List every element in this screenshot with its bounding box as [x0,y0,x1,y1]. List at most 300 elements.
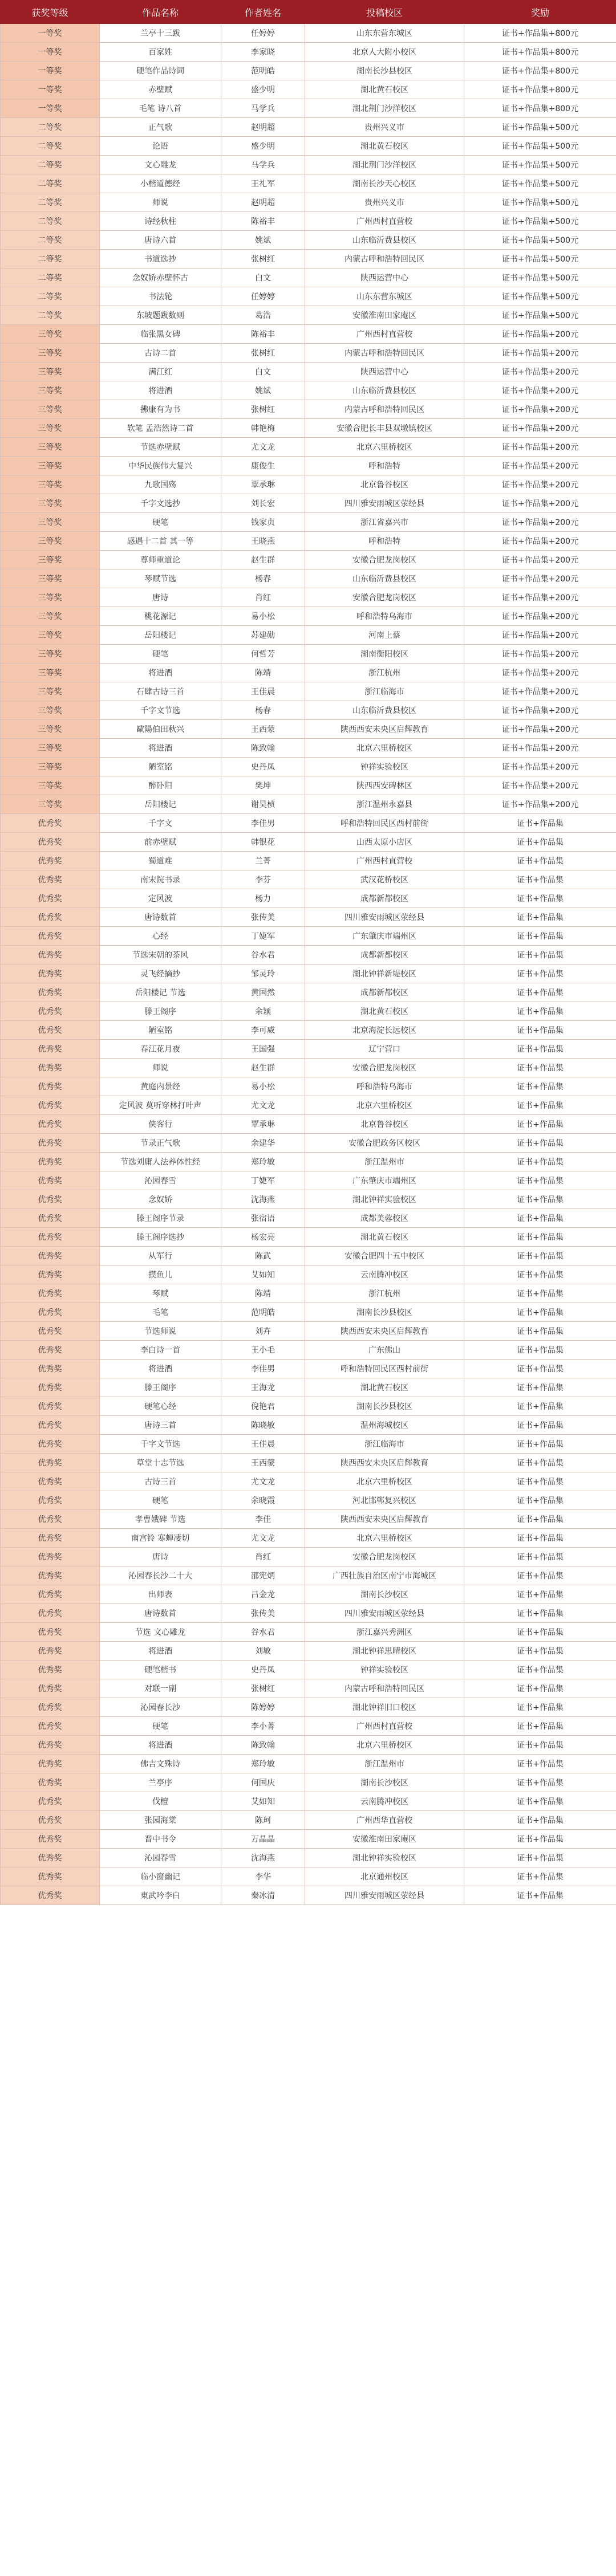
campus-cell: 武汉花桥校区 [305,870,464,889]
work-title-cell: 毛笔 诗八首 [100,99,221,118]
table-row [1,1002,616,1021]
table-row [1,965,616,983]
work-title-cell: 师说 [100,1059,221,1077]
prize-cell: 证书+作品集+500元 [464,306,616,325]
table-row [1,325,616,344]
author-name-cell: 陈靖 [221,1284,305,1303]
prize-cell: 证书+作品集 [464,1755,616,1773]
work-title-cell: 对联一副 [100,1679,221,1698]
prize-cell: 证书+作品集 [464,1416,616,1435]
prize-cell: 证书+作品集 [464,1623,616,1642]
campus-cell: 安徽合肥龙岗校区 [305,1548,464,1566]
table-row [1,494,616,513]
author-name-cell: 何哲芳 [221,645,305,664]
work-title-cell: 临小窗幽记 [100,1867,221,1886]
table-row [1,344,616,363]
campus-cell: 湖北钟祥思晴校区 [305,1642,464,1661]
author-name-cell: 赵明超 [221,193,305,212]
campus-cell: 呼和浩特回民区西村前街 [305,1360,464,1378]
author-name-cell: 杨春 [221,569,305,588]
author-name-cell: 尤文龙 [221,438,305,457]
award-level-cell: 优秀奖 [1,1755,100,1773]
campus-cell: 湖南长沙校区 [305,1585,464,1604]
award-level-cell: 三等奖 [1,720,100,739]
author-name-cell: 余晓霞 [221,1491,305,1510]
award-level-cell: 优秀奖 [1,1021,100,1040]
campus-cell: 浙江嘉兴秀洲区 [305,1623,464,1642]
author-name-cell: 韩艳梅 [221,419,305,438]
award-level-cell: 二等奖 [1,212,100,231]
work-title-cell: 论语 [100,137,221,156]
prize-cell: 证书+作品集+200元 [464,626,616,645]
author-name-cell: 马学兵 [221,99,305,118]
author-name-cell: 王晓燕 [221,532,305,551]
campus-cell: 湖北黄石校区 [305,1002,464,1021]
award-level-cell: 优秀奖 [1,1209,100,1228]
work-title-cell: 节选刘庸人法养体性经 [100,1153,221,1171]
work-title-cell: 滕王阁序 [100,1002,221,1021]
author-name-cell: 覃承琳 [221,1115,305,1134]
author-name-cell: 王国强 [221,1040,305,1059]
prize-cell: 证书+作品集 [464,1454,616,1472]
prize-cell: 证书+作品集 [464,1115,616,1134]
table-row [1,852,616,870]
work-title-cell: 硬笔心经 [100,1397,221,1416]
campus-cell: 陕西西安未央区启辉教育 [305,1510,464,1529]
campus-cell: 内蒙古呼和浩特回民区 [305,400,464,419]
table-row [1,1585,616,1604]
campus-cell: 呼和浩特 [305,532,464,551]
award-level-cell: 一等奖 [1,24,100,43]
work-title-cell: 文心雕龙 [100,156,221,174]
campus-cell: 北京人大附小校区 [305,43,464,62]
campus-cell: 山东临沂费县校区 [305,701,464,720]
prize-cell: 证书+作品集+500元 [464,156,616,174]
campus-cell: 安徽淮南田家庵区 [305,1830,464,1849]
prize-cell: 证书+作品集 [464,1717,616,1736]
work-title-cell: 定风波 莫听穿林打叶声 [100,1096,221,1115]
prize-cell: 证书+作品集 [464,1736,616,1755]
table-row [1,24,616,43]
campus-cell: 湖南长沙校区 [305,1773,464,1792]
author-name-cell: 王佳晨 [221,682,305,701]
work-title-cell: 硬笔 [100,1491,221,1510]
work-title-cell: 摸鱼儿 [100,1265,221,1284]
campus-cell: 安徽淮南田家庵区 [305,306,464,325]
table-row [1,833,616,852]
campus-cell: 山东临沂费县校区 [305,231,464,250]
prize-cell: 证书+作品集+200元 [464,475,616,494]
campus-cell: 湖北黄石校区 [305,1228,464,1247]
campus-cell: 四川雅安雨城区荥经县 [305,1886,464,1905]
campus-cell: 安徽合肥长丰县双墩镇校区 [305,419,464,438]
award-level-cell: 三等奖 [1,419,100,438]
prize-cell: 证书+作品集 [464,1472,616,1491]
campus-cell: 成都美蓉校区 [305,1209,464,1228]
prize-cell: 证书+作品集 [464,852,616,870]
award-level-cell: 二等奖 [1,193,100,212]
prize-cell: 证书+作品集+800元 [464,24,616,43]
campus-cell: 四川雅安雨城区荥经县 [305,908,464,927]
table-row [1,1548,616,1566]
author-name-cell: 陈珂 [221,1811,305,1830]
prize-cell: 证书+作品集+200元 [464,438,616,457]
work-title-cell: 唐诗数首 [100,1604,221,1623]
campus-cell: 钟祥实验校区 [305,758,464,776]
table-row [1,588,616,607]
table-row [1,62,616,80]
award-level-cell: 优秀奖 [1,1341,100,1360]
award-level-cell: 优秀奖 [1,1548,100,1566]
campus-cell: 广州西村直营校 [305,212,464,231]
work-title-cell: 草堂十志节选 [100,1454,221,1472]
author-name-cell: 刘长宏 [221,494,305,513]
author-name-cell: 沈海燕 [221,1849,305,1867]
prize-cell: 证书+作品集 [464,1378,616,1397]
work-title-cell: 琴赋节选 [100,569,221,588]
prize-cell: 证书+作品集 [464,1153,616,1171]
table-row [1,1134,616,1153]
prize-cell: 证书+作品集 [464,983,616,1002]
award-level-cell: 优秀奖 [1,1322,100,1341]
work-title-cell: 感遇十二首 其一等 [100,532,221,551]
table-row [1,1040,616,1059]
award-level-cell: 三等奖 [1,758,100,776]
work-title-cell: 岳阳楼记 [100,795,221,814]
award-level-cell: 三等奖 [1,795,100,814]
award-level-cell: 三等奖 [1,664,100,682]
table-row [1,212,616,231]
campus-cell: 四川雅安雨城区荥经县 [305,494,464,513]
prize-cell: 证书+作品集+500元 [464,212,616,231]
author-name-cell: 葛浩 [221,306,305,325]
prize-cell: 证书+作品集 [464,1491,616,1510]
campus-cell: 浙江临海市 [305,682,464,701]
award-level-cell: 二等奖 [1,306,100,325]
prize-cell: 证书+作品集+200元 [464,551,616,569]
author-name-cell: 王礼军 [221,174,305,193]
work-title-cell: 将进酒 [100,1642,221,1661]
prize-cell: 证书+作品集 [464,1265,616,1284]
table-row [1,870,616,889]
prize-cell: 证书+作品集 [464,908,616,927]
campus-cell: 北京六里桥校区 [305,1736,464,1755]
table-row [1,419,616,438]
work-title-cell: 李白诗一首 [100,1341,221,1360]
work-title-cell: 琴赋 [100,1284,221,1303]
award-level-cell: 优秀奖 [1,1435,100,1454]
author-name-cell: 樊坤 [221,776,305,795]
prize-cell: 证书+作品集 [464,1096,616,1115]
campus-cell: 湖北钟祥实验校区 [305,1849,464,1867]
author-name-cell: 陈晓敏 [221,1416,305,1435]
campus-cell: 广州西华直营校 [305,1811,464,1830]
author-name-cell: 姚斌 [221,381,305,400]
table-row [1,739,616,758]
work-title-cell: 定风波 [100,889,221,908]
award-level-cell: 优秀奖 [1,1134,100,1153]
work-title-cell: 侠客行 [100,1115,221,1134]
prize-cell: 证书+作品集 [464,1284,616,1303]
prize-cell: 证书+作品集+200元 [464,569,616,588]
award-level-cell: 优秀奖 [1,1886,100,1905]
work-title-cell: 赤壁赋 [100,80,221,99]
table-row [1,1566,616,1585]
campus-cell: 河南上蔡 [305,626,464,645]
table-row [1,268,616,287]
award-level-cell: 优秀奖 [1,1397,100,1416]
campus-cell: 北京鲁谷校区 [305,1115,464,1134]
campus-cell: 湖北钟祥旧口校区 [305,1698,464,1717]
work-title-cell: 书道选抄 [100,250,221,268]
table-row [1,1190,616,1209]
campus-cell: 湖北荆门沙洋校区 [305,99,464,118]
campus-cell: 陕西运营中心 [305,268,464,287]
campus-cell: 陕西西安未央区启辉教育 [305,1454,464,1472]
author-name-cell: 张树红 [221,344,305,363]
campus-cell: 广东佛山 [305,1341,464,1360]
award-level-cell: 三等奖 [1,607,100,626]
work-title-cell: 师说 [100,193,221,212]
award-level-cell: 优秀奖 [1,1792,100,1811]
campus-cell: 陕西西安碑林区 [305,776,464,795]
prize-cell: 证书+作品集 [464,1698,616,1717]
award-level-cell: 优秀奖 [1,908,100,927]
award-level-cell: 优秀奖 [1,1265,100,1284]
author-name-cell: 谷水君 [221,1623,305,1642]
author-name-cell: 陈婷婷 [221,1698,305,1717]
table-row [1,1416,616,1435]
table-row [1,1228,616,1247]
work-title-cell: 沁园春雪 [100,1171,221,1190]
prize-cell: 证书+作品集 [464,1830,616,1849]
award-level-cell: 二等奖 [1,156,100,174]
prize-cell: 证书+作品集 [464,1077,616,1096]
author-name-cell: 陈武 [221,1247,305,1265]
author-name-cell: 余颖 [221,1002,305,1021]
prize-cell: 证书+作品集 [464,1510,616,1529]
prize-cell: 证书+作品集 [464,1811,616,1830]
award-level-cell: 二等奖 [1,174,100,193]
author-name-cell: 马学兵 [221,156,305,174]
table-row [1,1435,616,1454]
prize-cell: 证书+作品集 [464,1867,616,1886]
table-row [1,1265,616,1284]
prize-cell: 证书+作品集+500元 [464,118,616,137]
award-level-cell: 二等奖 [1,268,100,287]
award-level-cell: 三等奖 [1,325,100,344]
campus-cell: 北京鲁谷校区 [305,475,464,494]
author-name-cell: 张树红 [221,250,305,268]
award-level-cell: 三等奖 [1,457,100,475]
author-name-cell: 苏建勋 [221,626,305,645]
author-name-cell: 史丹凤 [221,1661,305,1679]
campus-cell: 山东东营东城区 [305,287,464,306]
prize-cell: 证书+作品集+800元 [464,80,616,99]
work-title-cell: 千字文节选 [100,701,221,720]
work-title-cell: 节选师说 [100,1322,221,1341]
author-name-cell: 盛少明 [221,137,305,156]
campus-cell: 北京海淀长远校区 [305,1021,464,1040]
table-row [1,1077,616,1096]
table-row [1,1171,616,1190]
campus-cell: 呼和浩特回民区西村前街 [305,814,464,833]
campus-cell: 浙江杭州 [305,1284,464,1303]
award-level-cell: 优秀奖 [1,1115,100,1134]
table-row [1,43,616,62]
author-name-cell: 范明皓 [221,62,305,80]
author-name-cell: 陈裕丰 [221,325,305,344]
author-name-cell: 余建华 [221,1134,305,1153]
work-title-cell: 书法轮 [100,287,221,306]
table-row [1,457,616,475]
author-name-cell: 何国庆 [221,1773,305,1792]
campus-cell: 云南腾冲校区 [305,1792,464,1811]
author-name-cell: 兰菁 [221,852,305,870]
work-title-cell: 沁园春长沙二十大 [100,1566,221,1585]
campus-cell: 钟祥实验校区 [305,1661,464,1679]
table-body [1,24,616,1905]
campus-cell: 湖北荆门沙洋校区 [305,156,464,174]
prize-cell: 证书+作品集 [464,1171,616,1190]
author-name-cell: 赵明超 [221,118,305,137]
table-row [1,1679,616,1698]
campus-cell: 广东肇庆市端州区 [305,927,464,946]
campus-cell: 浙江省嘉兴市 [305,513,464,532]
table-row [1,156,616,174]
table-row [1,1773,616,1792]
prize-cell: 证书+作品集+200元 [464,381,616,400]
author-name-cell: 韩银花 [221,833,305,852]
author-name-cell: 范明皓 [221,1303,305,1322]
table-row [1,1642,616,1661]
author-name-cell: 沈海燕 [221,1190,305,1209]
campus-cell: 山东东营东城区 [305,24,464,43]
prize-cell: 证书+作品集 [464,965,616,983]
author-name-cell: 王佳晨 [221,1435,305,1454]
prize-cell: 证书+作品集+200元 [464,588,616,607]
author-name-cell: 陈裕丰 [221,212,305,231]
author-name-cell: 刘卉 [221,1322,305,1341]
author-name-cell: 史丹凤 [221,758,305,776]
award-level-cell: 优秀奖 [1,1096,100,1115]
work-title-cell: 千字文 [100,814,221,833]
work-title-cell: 硬笔 [100,645,221,664]
award-level-cell: 优秀奖 [1,1284,100,1303]
author-name-cell: 张树红 [221,400,305,419]
author-name-cell: 谷水君 [221,946,305,965]
prize-cell: 证书+作品集+500元 [464,268,616,287]
author-name-cell: 邹灵玲 [221,965,305,983]
table-row [1,80,616,99]
prize-cell: 证书+作品集 [464,1341,616,1360]
award-level-cell: 优秀奖 [1,870,100,889]
work-title-cell: 唐诗六首 [100,231,221,250]
work-title-cell: 前赤壁赋 [100,833,221,852]
campus-cell: 北京通州校区 [305,1867,464,1886]
campus-cell: 云南腾冲校区 [305,1265,464,1284]
campus-cell: 山东临沂费县校区 [305,381,464,400]
campus-cell: 湖南长沙县校区 [305,1303,464,1322]
author-name-cell: 任婷婷 [221,287,305,306]
header-author-name: 作者姓名 [221,1,305,24]
work-title-cell: 春江花月夜 [100,1040,221,1059]
table-row [1,1529,616,1548]
table-row [1,1472,616,1491]
author-name-cell: 陈靖 [221,664,305,682]
campus-cell: 山西太原小店区 [305,833,464,852]
work-title-cell: 满江红 [100,363,221,381]
prize-cell: 证书+作品集 [464,1059,616,1077]
work-title-cell: 陋室铭 [100,1021,221,1040]
prize-cell: 证书+作品集+200元 [464,419,616,438]
table-row [1,758,616,776]
author-name-cell: 艾如知 [221,1792,305,1811]
work-title-cell: 黄庭内景经 [100,1077,221,1096]
campus-cell: 贵州兴义市 [305,193,464,212]
award-level-cell: 优秀奖 [1,1454,100,1472]
prize-cell: 证书+作品集+500元 [464,231,616,250]
author-name-cell: 丁婕军 [221,927,305,946]
work-title-cell: 石肆古诗三首 [100,682,221,701]
prize-cell: 证书+作品集+200元 [464,682,616,701]
table-row [1,1792,616,1811]
table-row [1,231,616,250]
prize-cell: 证书+作品集 [464,1886,616,1905]
prize-cell: 证书+作品集 [464,1190,616,1209]
campus-cell: 湖北黄石校区 [305,80,464,99]
award-level-cell: 三等奖 [1,776,100,795]
work-title-cell: 尊师重道论 [100,551,221,569]
award-level-cell: 优秀奖 [1,983,100,1002]
work-title-cell: 出师表 [100,1585,221,1604]
prize-cell: 证书+作品集 [464,1322,616,1341]
award-level-cell: 优秀奖 [1,1360,100,1378]
table-row [1,1849,616,1867]
author-name-cell: 尤文龙 [221,1096,305,1115]
table-row [1,1153,616,1171]
table-row [1,889,616,908]
prize-cell: 证书+作品集 [464,1228,616,1247]
campus-cell: 安徽合肥龙岗校区 [305,551,464,569]
prize-cell: 证书+作品集+800元 [464,99,616,118]
table-row [1,1717,616,1736]
award-level-cell: 二等奖 [1,287,100,306]
author-name-cell: 李芬 [221,870,305,889]
table-row [1,983,616,1002]
author-name-cell: 白文 [221,268,305,287]
award-level-cell: 三等奖 [1,551,100,569]
prize-cell: 证书+作品集 [464,1209,616,1228]
work-title-cell: 古诗二首 [100,344,221,363]
work-title-cell: 兰亭十三跋 [100,24,221,43]
work-title-cell: 歐陽伯田秋兴 [100,720,221,739]
author-name-cell: 艾如知 [221,1265,305,1284]
work-title-cell: 灵飞经摘抄 [100,965,221,983]
campus-cell: 河北邯郸复兴校区 [305,1491,464,1510]
prize-cell: 证书+作品集 [464,1773,616,1792]
award-level-cell: 优秀奖 [1,833,100,852]
award-level-cell: 优秀奖 [1,1416,100,1435]
award-level-cell: 三等奖 [1,645,100,664]
work-title-cell: 正气歌 [100,118,221,137]
work-title-cell: 兰亭序 [100,1773,221,1792]
award-level-cell: 三等奖 [1,400,100,419]
award-level-cell: 优秀奖 [1,1867,100,1886]
table-row [1,569,616,588]
prize-cell: 证书+作品集 [464,1360,616,1378]
campus-cell: 呼和浩特乌海市 [305,607,464,626]
